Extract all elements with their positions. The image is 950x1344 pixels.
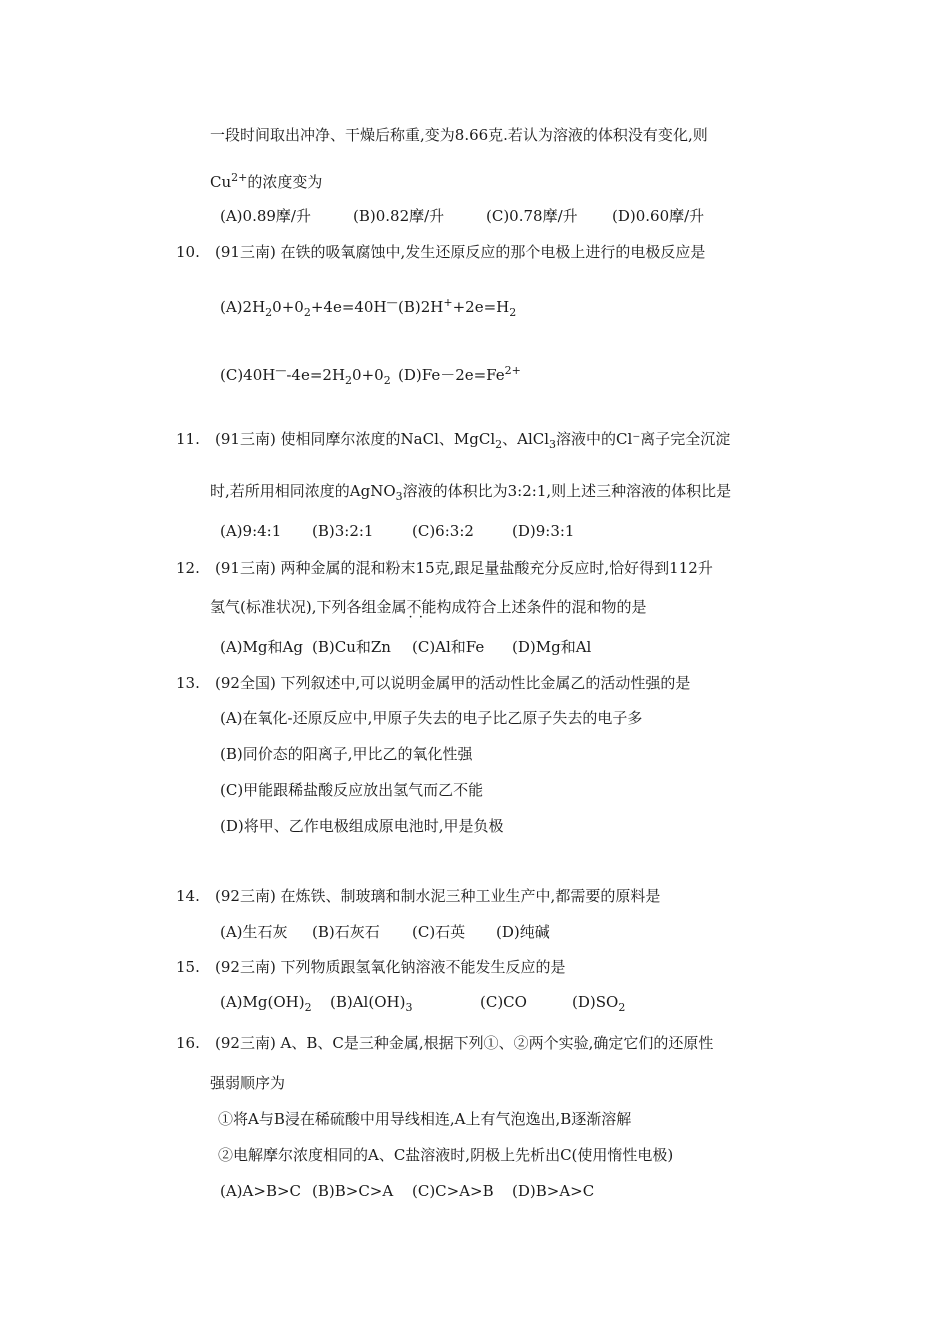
question-15-number: 15. [176, 958, 200, 976]
superscript: — [386, 296, 398, 309]
question-16-options [220, 1184, 594, 1199]
stem-text: 的浓度变为 [247, 173, 323, 191]
formula-text: 0+0 [352, 366, 384, 384]
question-15-options [220, 995, 625, 1013]
question-11-number: 11. [176, 430, 200, 448]
formula-text: +4e=40H [310, 298, 387, 316]
question-13-option-d: (D)将甲、乙作电极组成原电池时,甲是负极 [220, 817, 504, 835]
formula-text: (A)2H [220, 298, 266, 316]
question-16-experiment-1: ①将A与B浸在稀硫酸中用导线相连,A上有气泡逸出,B逐渐溶解 [218, 1110, 632, 1128]
subscript: 2 [383, 374, 391, 387]
subscript: 2 [618, 1001, 626, 1014]
question-16-experiment-2: ②电解摩尔浓度相同的A、C盐溶液时,阴极上先析出C(使用惰性电极) [218, 1146, 674, 1164]
question-12-options [220, 640, 591, 655]
option-d: (D)纯碱 [496, 923, 550, 941]
question-11-stem-line-1 [215, 432, 730, 450]
formula-text: (D)Fe－2e=Fe [398, 366, 505, 384]
subscript: 2 [265, 306, 273, 319]
question-15-stem: (92三南) 下列物质跟氢氧化钠溶液不能发生反应的是 [215, 958, 566, 976]
superscript: 2+ [504, 364, 521, 377]
subscript: 3 [549, 438, 557, 451]
formula-text: (B)2H [398, 298, 444, 316]
subscript: 2 [509, 306, 517, 319]
question-13-number: 13. [176, 674, 200, 692]
stem-text: 氢气(标准状况),下列各组金属 [210, 598, 407, 616]
question-10-option-c [220, 365, 391, 386]
formula-text: -4e=2H [286, 366, 346, 384]
option-c: (C)6:3:2 [412, 522, 474, 540]
stem-text: (91三南) 使相同摩尔浓度的NaCl、MgCl [215, 430, 496, 448]
option-b: (B)B>C>A [312, 1182, 394, 1200]
question-10-option-a [220, 297, 398, 318]
question-10-option-b [398, 297, 516, 318]
option-a: (A)0.89摩/升 [220, 207, 311, 225]
option-a: (A)A>B>C [220, 1182, 302, 1200]
option-c: (C)0.78摩/升 [486, 207, 578, 225]
formula-text: (D)SO [572, 993, 619, 1011]
formula-text: +2e=H [452, 298, 510, 316]
formula-text: Cu [210, 173, 232, 191]
option-a: (A)9:4:1 [220, 522, 282, 540]
question-16-stem-line-2: 强弱顺序为 [210, 1074, 286, 1092]
subscript: 3 [405, 1001, 413, 1014]
option-a: (A)Mg和Ag [220, 638, 303, 656]
subscript: 2 [304, 1001, 312, 1014]
question-16-stem-line-1: (92三南) A、B、C是三种金属,根据下列①、②两个实验,确定它们的还原性 [215, 1034, 714, 1052]
stem-text: 时,若所用相同浓度的AgNO [210, 482, 396, 500]
subscript: 2 [495, 438, 503, 451]
stem-text: 构成符合上述条件的混和物的是 [436, 598, 647, 616]
option-a [220, 995, 330, 1013]
question-16-number: 16. [176, 1034, 200, 1052]
question-12-number: 12. [176, 559, 200, 577]
question-13-option-b: (B)同价态的阳离子,甲比乙的氧化性强 [220, 745, 473, 763]
formula-text: (C)40H [220, 366, 276, 384]
option-c: (C)C>A>B [412, 1182, 494, 1200]
option-b: (B)石灰石 [312, 923, 380, 941]
option-b: (B)3:2:1 [312, 522, 374, 540]
formula-text: (B)Al(OH) [330, 993, 406, 1011]
question-13-stem: (92全国) 下列叙述中,可以说明金属甲的活动性比金属乙的活动性强的是 [215, 674, 691, 692]
option-d: (D)0.60摩/升 [612, 207, 705, 225]
question-12-stem-line-2 [210, 600, 647, 615]
superscript: 2+ [231, 171, 248, 184]
subscript: 3 [395, 490, 403, 503]
question-14-stem: (92三南) 在炼铁、制玻璃和制水泥三种工业生产中,都需要的原料是 [215, 887, 661, 905]
option-d: (D)Mg和Al [512, 638, 592, 656]
question-11-options [220, 524, 574, 539]
question-11-stem-line-2 [210, 484, 731, 502]
prev-question-options [220, 209, 704, 224]
question-14-options [220, 925, 550, 940]
prev-question-line-1: 一段时间取出冲净、干燥后称重,变为8.66克.若认为溶液的体积没有变化,则 [210, 126, 708, 144]
option-b: (B)0.82摩/升 [353, 207, 445, 225]
question-10-number: 10. [176, 243, 200, 261]
prev-question-line-2 [210, 172, 322, 190]
question-12-stem-line-1: (91三南) 两种金属的混和粉末15克,跟足量盐酸充分反应时,恰好得到112升 [215, 559, 713, 577]
question-13-option-c: (C)甲能跟稀盐酸反应放出氢气而乙不能 [220, 781, 484, 799]
superscript: — [275, 364, 287, 377]
formula-text: (A)Mg(OH) [220, 993, 305, 1011]
stem-text: 溶液中的Cl⁻离子完全沉淀 [556, 430, 731, 448]
option-d: (D)B>A>C [512, 1182, 595, 1200]
option-c: (C)CO [480, 993, 527, 1011]
subscript: 2 [303, 306, 311, 319]
formula-text: 0+0 [272, 298, 304, 316]
option-b [330, 995, 480, 1013]
option-c: (C)石英 [412, 923, 466, 941]
option-d: (D)9:3:1 [512, 522, 575, 540]
subscript: 2 [345, 374, 353, 387]
option-d [572, 995, 625, 1013]
question-13-option-a: (A)在氧化-还原反应中,甲原子失去的电子比乙原子失去的电子多 [220, 709, 643, 727]
superscript: + [443, 296, 453, 309]
question-14-number: 14. [176, 887, 200, 905]
stem-text: 、AlCl [502, 430, 550, 448]
option-a: (A)生石灰 [220, 923, 288, 941]
question-10-stem: (91三南) 在铁的吸氧腐蚀中,发生还原反应的那个电极上进行的电极反应是 [215, 243, 706, 261]
emphasis-text: 不能 · · [406, 598, 436, 616]
question-10-option-d [398, 365, 521, 383]
option-c: (C)Al和Fe [412, 638, 485, 656]
option-b: (B)Cu和Zn [312, 638, 391, 656]
stem-text: 溶液的体积比为3:2:1,则上述三种溶液的体积比是 [402, 482, 732, 500]
